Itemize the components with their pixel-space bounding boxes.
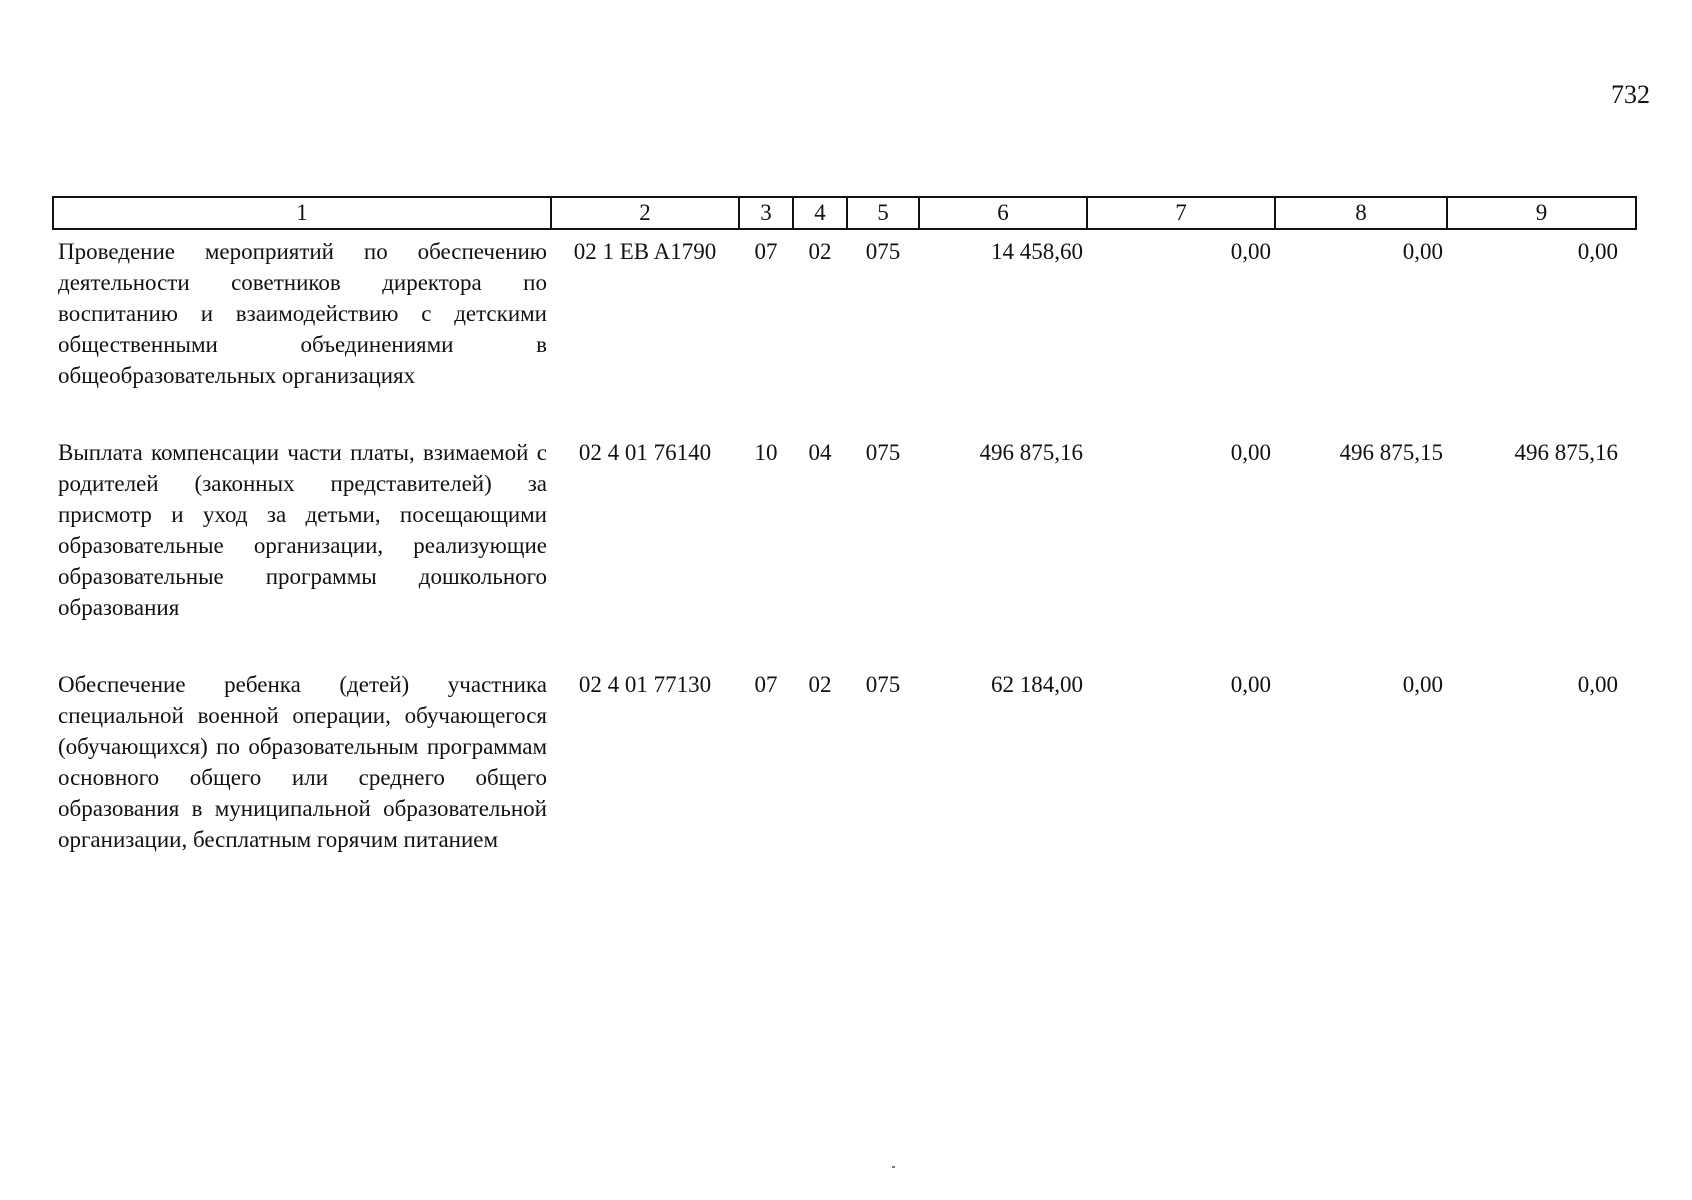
column-number-header-row (53, 197, 1636, 229)
header-col-1: 1 (53, 197, 551, 229)
row-expense-code: 075 (865, 440, 901, 465)
row-section: 10 (754, 440, 778, 465)
row-col8-value: 0,00 (1402, 672, 1443, 697)
row-description: Проведение мероприятий по обеспечению деятельности советников директора по воспитанию и взаимодействию с детскими общественными объединениями в общеобразовательных организациях (58, 239, 547, 388)
row-subsection: 02 (808, 239, 832, 264)
row-col6-value: 62 184,00 (991, 672, 1083, 697)
row-col7-value: 0,00 (1230, 440, 1271, 465)
row-col6-value: 496 875,16 (979, 440, 1083, 465)
row-col7-value: 0,00 (1230, 239, 1271, 264)
row-col9-value: 0,00 (1577, 239, 1618, 264)
scan-speck (892, 1166, 895, 1168)
header-col-4: 4 (793, 197, 847, 229)
row-section: 07 (754, 239, 778, 264)
row-target-code: 02 1 EB A1790 (573, 239, 717, 264)
row-col9-value: 0,00 (1577, 672, 1618, 697)
row-expense-code: 075 (865, 239, 901, 264)
row-col9-value: 496 875,16 (1514, 440, 1618, 465)
row-col7-value: 0,00 (1230, 672, 1271, 697)
row-target-code: 02 4 01 76140 (578, 440, 712, 465)
table-row (53, 663, 1636, 895)
row-col8-value: 0,00 (1402, 239, 1443, 264)
table-row (53, 431, 1636, 663)
header-col-6: 6 (919, 197, 1087, 229)
header-col-8: 8 (1275, 197, 1447, 229)
row-subsection: 02 (808, 672, 832, 697)
header-col-3: 3 (739, 197, 793, 229)
header-col-9: 9 (1447, 197, 1636, 229)
page-number: 732 (1611, 80, 1650, 109)
row-subsection: 04 (808, 440, 832, 465)
header-col-5: 5 (847, 197, 919, 229)
table-row (53, 229, 1636, 431)
header-col-2: 2 (551, 197, 739, 229)
budget-table (52, 196, 1637, 895)
row-col8-value: 496 875,15 (1339, 440, 1443, 465)
row-col6-value: 14 458,60 (991, 239, 1083, 264)
row-target-code: 02 4 01 77130 (578, 672, 712, 697)
row-description: Выплата компенсации части платы, взимаемой с родителей (законных представителей) за присмотр и уход за детьми, посещающими образовательные организации, реализующие образовательные программы дошкольного образования (58, 440, 547, 620)
row-expense-code: 075 (865, 672, 901, 697)
row-description: Обеспечение ребенка (детей) участника специальной военной операции, обучающегося (обучающихся) по образовательным программам основного общего или среднего общего образования в муниципальной образовательной организации, бесплатным горячим питанием (58, 672, 547, 852)
header-col-7: 7 (1087, 197, 1275, 229)
row-section: 07 (754, 672, 778, 697)
